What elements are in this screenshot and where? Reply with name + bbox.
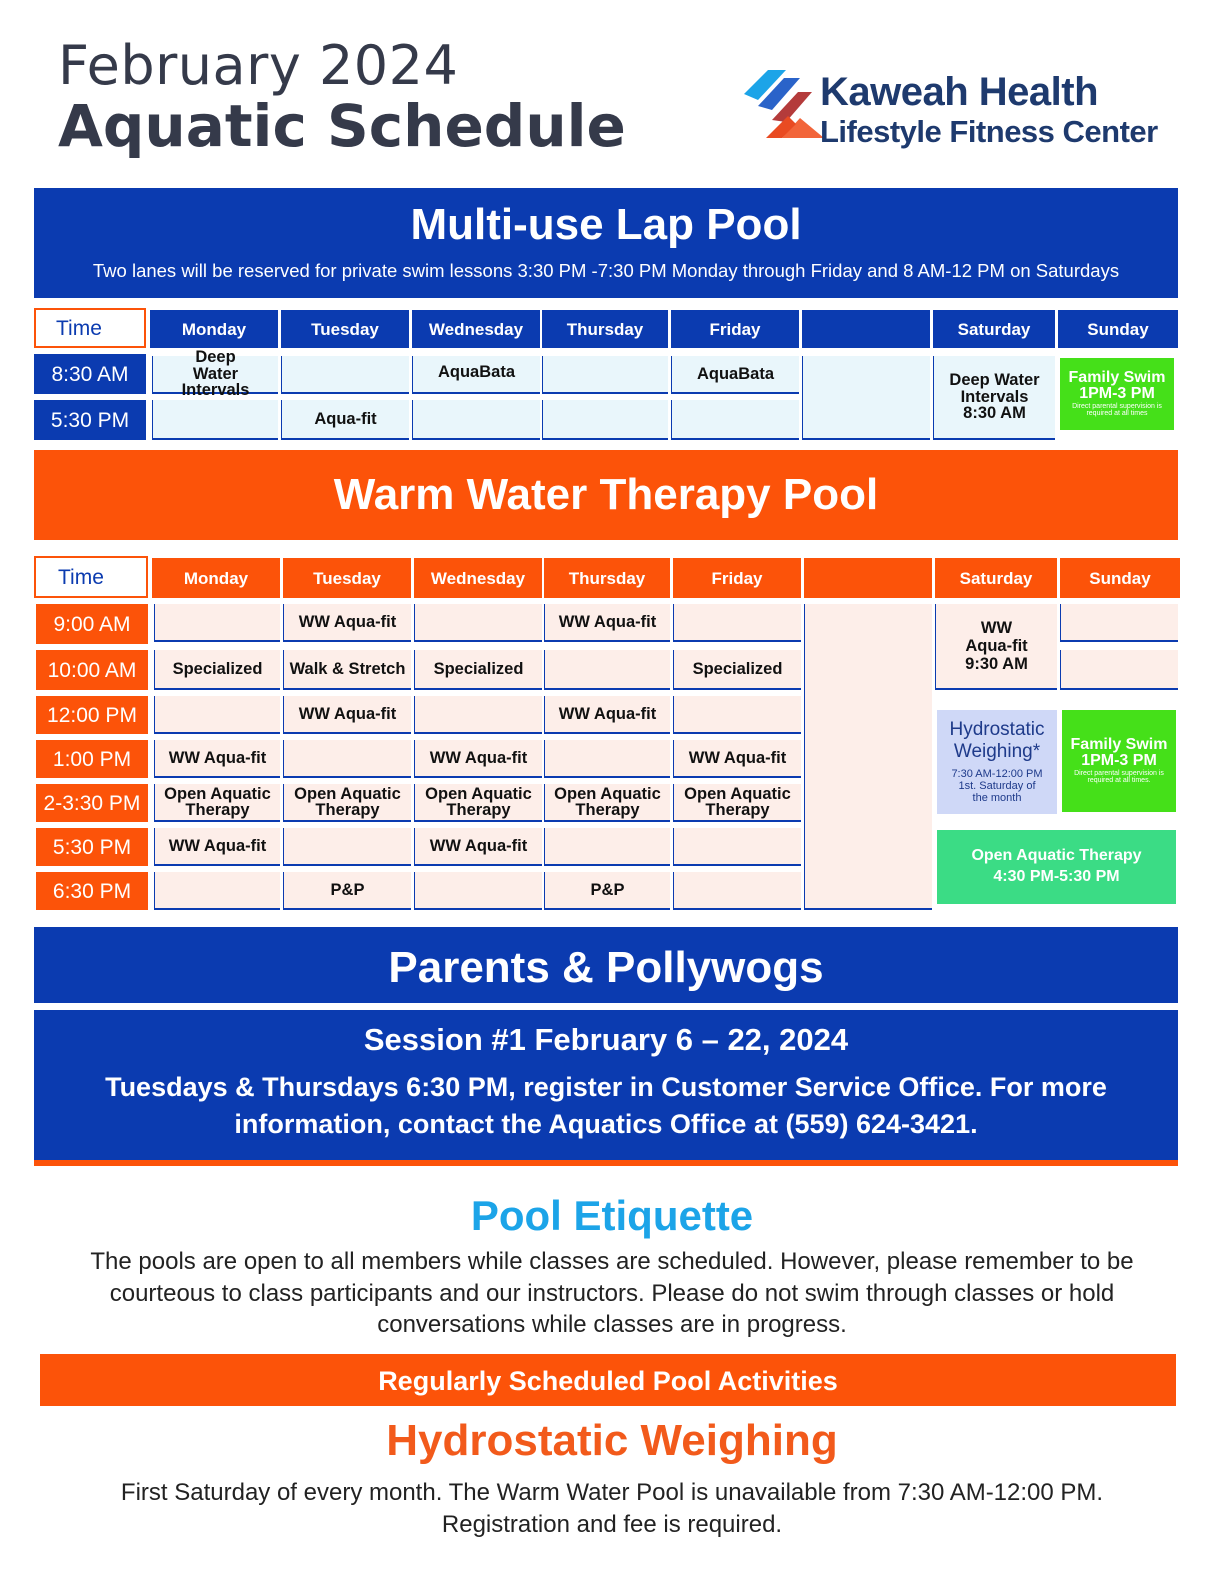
warm-cell-r4-tue: Open Aquatic Therapy bbox=[283, 784, 411, 822]
brand-subtitle: Lifestyle Fitness Center bbox=[820, 114, 1158, 149]
warm-cell-r6-thu: P&P bbox=[544, 872, 670, 910]
warm-day-wednesday: Wednesday bbox=[414, 558, 542, 598]
lap-day-tuesday: Tuesday bbox=[281, 310, 409, 348]
kaweah-logo-icon bbox=[738, 66, 828, 142]
pollywogs-session: Session #1 February 6 – 22, 2024 bbox=[363, 1022, 849, 1057]
warm-cell-r2-mon bbox=[154, 696, 280, 734]
hydro-note: 1st. Saturday of the month bbox=[958, 779, 1036, 805]
warm-cell-r3-mon: WW Aqua-fit bbox=[154, 740, 280, 778]
lap-cell-saturday: Deep Water Intervals 8:30 AM bbox=[933, 356, 1055, 440]
warm-time-1730: 5:30 PM bbox=[36, 828, 148, 866]
warm-day-tuesday: Tuesday bbox=[283, 558, 411, 598]
lap-cell-sunday-family-swim bbox=[1058, 356, 1176, 432]
activities-banner-text: Regularly Scheduled Pool Activities bbox=[378, 1366, 838, 1396]
etiquette-line3: conversations while classes are in progress. bbox=[377, 1311, 847, 1339]
lap-cell-wed-am: AquaBata bbox=[412, 356, 540, 394]
warm-day-monday: Monday bbox=[152, 558, 280, 598]
warm-time-header: Time bbox=[34, 556, 148, 598]
warm-cell-r4-wed: Open Aquatic Therapy bbox=[414, 784, 542, 822]
warm-cell-r2-thu: WW Aqua-fit bbox=[544, 696, 670, 734]
lap-day-blank bbox=[802, 310, 930, 348]
hydro-text bbox=[0, 1477, 1224, 1540]
warm-pool-banner bbox=[34, 450, 1178, 540]
warm-day-saturday: Saturday bbox=[935, 558, 1057, 598]
warm-sunday-note: Direct parental supervision is required at all times. bbox=[1074, 769, 1164, 785]
lap-time-0830: 8:30 AM bbox=[34, 354, 146, 394]
lap-day-thursday: Thursday bbox=[542, 310, 668, 348]
warm-cell-sat-hydrostatic bbox=[937, 710, 1057, 814]
lap-cell-wed-pm bbox=[412, 400, 540, 440]
warm-cell-r3-wed: WW Aqua-fit bbox=[414, 740, 542, 778]
pollywogs-title: Parents & Pollywogs bbox=[388, 943, 824, 992]
hydro-line1: First Saturday of every month. The Warm Water Pool is unavailable from 7:30 AM-12:00 PM. bbox=[120, 1479, 1104, 1506]
warm-cell-r4-mon: Open Aquatic Therapy bbox=[154, 784, 280, 822]
warm-cell-r2-wed bbox=[414, 696, 542, 734]
weekend-oat-time: 4:30 PM-5:30 PM bbox=[993, 868, 1120, 885]
lap-cell-tue-am bbox=[281, 356, 409, 394]
lap-time-header: Time bbox=[34, 308, 146, 348]
warm-cell-r0-thu: WW Aqua-fit bbox=[544, 604, 670, 642]
warm-time-0900: 9:00 AM bbox=[36, 604, 148, 644]
warm-cell-r5-fri bbox=[673, 828, 801, 866]
warm-cell-sat-ww: WW Aqua-fit 9:30 AM bbox=[935, 604, 1057, 690]
hydro-section-title: Hydrostatic Weighing bbox=[386, 1416, 838, 1465]
lap-cell-fri-pm bbox=[671, 400, 799, 440]
lap-cell-fri-am: AquaBata bbox=[671, 356, 799, 394]
warm-day-thursday: Thursday bbox=[544, 558, 670, 598]
warm-cell-r2-fri bbox=[673, 696, 801, 734]
lap-sunday-note: Direct parental supervision is required at all times bbox=[1072, 402, 1162, 418]
pollywogs-info-line2: information, contact the Aquatics Office at (559) 624-3421. bbox=[234, 1109, 978, 1139]
lap-cell-mon-am: Deep Water Intervals bbox=[152, 356, 278, 394]
lap-sunday-time: 1PM-3 PM bbox=[1079, 384, 1155, 402]
warm-cell-r0-wed bbox=[414, 604, 542, 642]
brand-name: Kaweah Health bbox=[820, 70, 1099, 114]
lap-sunday-title: Family Swim bbox=[1068, 369, 1166, 387]
lap-pool-banner bbox=[34, 188, 1178, 298]
warm-cell-r2-tue: WW Aqua-fit bbox=[283, 696, 411, 734]
warm-day-blank bbox=[804, 558, 932, 598]
warm-cell-r6-fri bbox=[673, 872, 801, 910]
etiquette-line2: courteous to class participants and our instructors. Please do not swim through classes or hold bbox=[109, 1279, 1115, 1307]
warm-cell-r4-thu: Open Aquatic Therapy bbox=[544, 784, 670, 822]
etiquette-line1: The pools are open to all members while classes are scheduled. However, please remember to be bbox=[90, 1248, 1134, 1275]
warm-time-1200: 12:00 PM bbox=[36, 696, 148, 734]
activities-banner bbox=[40, 1354, 1176, 1406]
lap-pool-note: Two lanes will be reserved for private swim lessons 3:30 PM -7:30 PM Monday through Friday and 8 AM-12 PM on Saturdays bbox=[92, 260, 1120, 281]
warm-time-1300: 1:00 PM bbox=[36, 740, 148, 778]
warm-day-sunday: Sunday bbox=[1060, 558, 1180, 598]
warm-cell-r3-thu bbox=[544, 740, 670, 778]
warm-cell-r6-wed bbox=[414, 872, 542, 910]
warm-cell-r4-fri: Open Aquatic Therapy bbox=[673, 784, 801, 822]
lap-time-1730: 5:30 PM bbox=[34, 400, 146, 440]
page-title: Aquatic Schedule bbox=[58, 92, 626, 160]
lap-day-monday: Monday bbox=[150, 310, 278, 348]
lap-cell-mon-pm bbox=[152, 400, 278, 440]
warm-time-1830: 6:30 PM bbox=[36, 872, 148, 910]
warm-cell-r0-mon bbox=[154, 604, 280, 642]
warm-cell-r1-tue: Walk & Stretch bbox=[283, 650, 411, 690]
etiquette-title: Pool Etiquette bbox=[470, 1192, 754, 1239]
pollywogs-banner bbox=[34, 927, 1178, 1003]
warm-time-1400: 2-3:30 PM bbox=[36, 784, 148, 822]
warm-cell-r0-tue: WW Aqua-fit bbox=[283, 604, 411, 642]
warm-cell-r0-fri bbox=[673, 604, 801, 642]
pollywogs-info bbox=[34, 1010, 1178, 1166]
warm-cell-r6-tue: P&P bbox=[283, 872, 411, 910]
lap-cell-thu-am bbox=[542, 356, 668, 394]
warm-cell-sun-family-swim bbox=[1060, 708, 1178, 814]
warm-cell-r5-wed: WW Aqua-fit bbox=[414, 828, 542, 866]
hydro-time: 7:30 AM-12:00 PM bbox=[951, 767, 1043, 780]
warm-sunday-title: Family Swim bbox=[1070, 736, 1168, 754]
lap-day-sunday: Sunday bbox=[1058, 310, 1178, 348]
warm-cell-r6-mon bbox=[154, 872, 280, 910]
lap-cell-blank-col bbox=[802, 356, 930, 440]
warm-time-1000: 10:00 AM bbox=[36, 650, 148, 690]
lap-day-wednesday: Wednesday bbox=[412, 310, 540, 348]
warm-day-friday: Friday bbox=[673, 558, 801, 598]
lap-cell-tue-pm: Aqua-fit bbox=[281, 400, 409, 440]
hydro-title: Hydrostatic Weighing* bbox=[949, 719, 1045, 762]
warm-cell-blank-col bbox=[804, 604, 932, 910]
weekend-oat-title: Open Aquatic Therapy bbox=[971, 847, 1142, 865]
warm-pool-title: Warm Water Therapy Pool bbox=[333, 470, 879, 519]
warm-sunday-time: 1PM-3 PM bbox=[1081, 751, 1157, 769]
lap-day-saturday: Saturday bbox=[933, 310, 1055, 348]
warm-cell-r3-tue bbox=[283, 740, 411, 778]
lap-day-friday: Friday bbox=[671, 310, 799, 348]
warm-cell-r1-fri: Specialized bbox=[673, 650, 801, 690]
etiquette-text bbox=[0, 1246, 1224, 1341]
pollywogs-info-line1: Tuesdays & Thursdays 6:30 PM, register in Customer Service Office. For more bbox=[105, 1072, 1107, 1102]
warm-cell-r3-fri: WW Aqua-fit bbox=[673, 740, 801, 778]
lap-pool-title: Multi-use Lap Pool bbox=[410, 200, 802, 249]
warm-cell-r5-mon: WW Aqua-fit bbox=[154, 828, 280, 866]
warm-cell-r5-tue bbox=[283, 828, 411, 866]
warm-cell-r1-mon: Specialized bbox=[154, 650, 280, 690]
warm-cell-sun-1000 bbox=[1060, 650, 1178, 690]
warm-cell-sun-0900 bbox=[1060, 604, 1178, 642]
warm-cell-r1-thu bbox=[544, 650, 670, 690]
warm-cell-r5-thu bbox=[544, 828, 670, 866]
page-title-month: February 2024 bbox=[58, 34, 459, 97]
hydro-line2: Registration and fee is required. bbox=[441, 1510, 783, 1538]
lap-cell-thu-pm bbox=[542, 400, 668, 440]
warm-cell-r1-wed: Specialized bbox=[414, 650, 542, 690]
warm-cell-weekend-oat bbox=[935, 828, 1178, 906]
